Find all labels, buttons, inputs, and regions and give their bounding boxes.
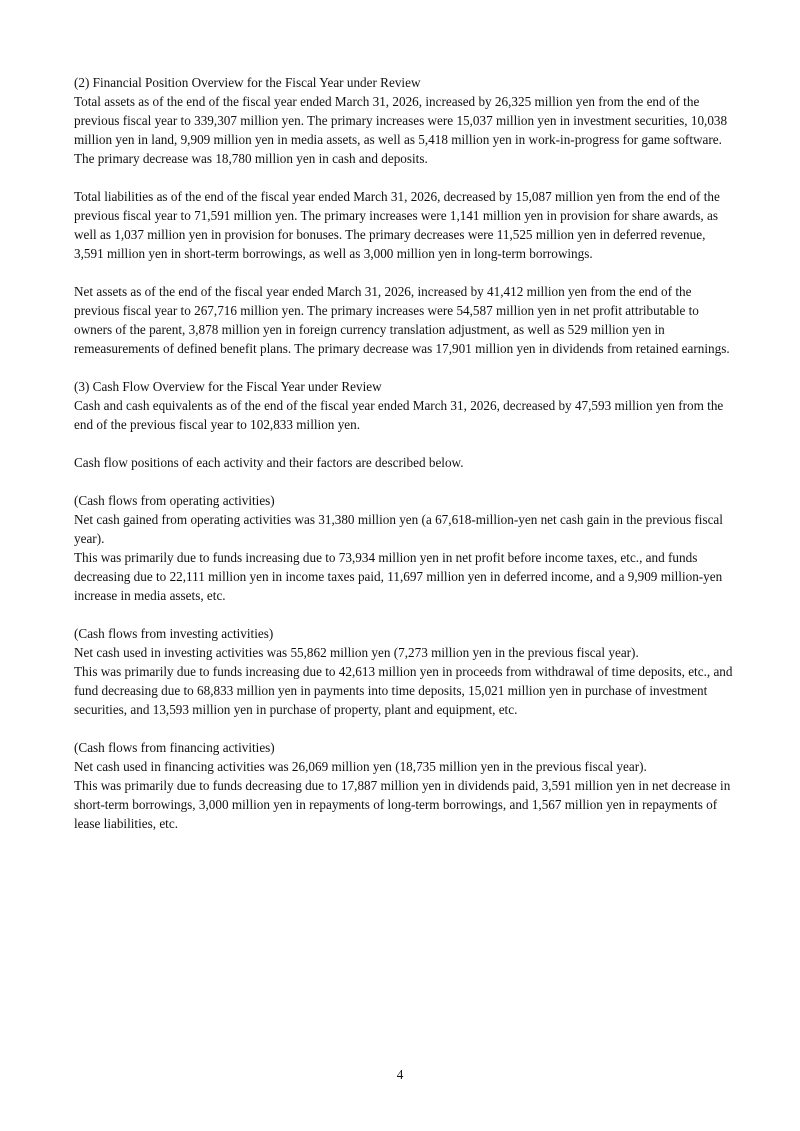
cash-flow-heading: (3) Cash Flow Overview for the Fiscal Year under Review bbox=[74, 379, 382, 394]
total-assets-paragraph: Total assets as of the end of the fiscal year ended March 31, 2026, increased by 26,325 million yen from the end of the previous fiscal year to 339,307 million yen. The primary increases were 15,037 million yen in investment securities, 10,038 million yen in land, 9,909 million yen in media assets, as well as 5,418 million yen in work-in-progress for game software. The primary decrease was 18,780 million yen in cash and deposits. bbox=[74, 94, 728, 166]
document-body bbox=[74, 73, 734, 833]
operating-activities-result: Net cash gained from operating activities was 31,380 million yen (a 67,618-million-yen net cash gain in the previous fiscal year). bbox=[74, 512, 723, 546]
cash-flow-section bbox=[74, 377, 734, 833]
financial-position-section bbox=[74, 73, 734, 358]
total-liabilities-paragraph: Total liabilities as of the end of the fiscal year ended March 31, 2026, decreased by 15,087 million yen from the end of the previous fiscal year to 71,591 million yen. The primary increases were 1,141 million yen in provision for share awards, as well as 1,037 million yen in provision for bonuses. The primary decreases were 11,525 million yen in deferred revenue, 3,591 million yen in short-term borrowings, as well as 3,000 million yen in long-term borrowings. bbox=[74, 189, 720, 261]
financing-activities-detail: This was primarily due to funds decreasing due to 17,887 million yen in dividends paid, 3,591 million yen in net decrease in short-term borrowings, 3,000 million yen in repayments of long-term borrowings, and 1,567 million yen in repayments of lease liabilities, etc. bbox=[74, 778, 731, 831]
net-assets-paragraph: Net assets as of the end of the fiscal year ended March 31, 2026, increased by 41,412 million yen from the end of the previous fiscal year to 267,716 million yen. The primary increases were 54,587 million yen in net profit attributable to owners of the parent, 3,878 million yen in foreign currency translation adjustment, as well as 529 million yen in remeasurements of defined benefit plans. The primary decrease was 17,901 million yen in dividends from retained earnings. bbox=[74, 284, 730, 356]
page-number: 4 bbox=[396, 1067, 404, 1082]
financing-activities-result: Net cash used in financing activities was 26,069 million yen (18,735 million yen in the previous fiscal year). bbox=[74, 759, 647, 774]
investing-activities-heading: (Cash flows from investing activities) bbox=[74, 626, 274, 641]
operating-activities-heading: (Cash flows from operating activities) bbox=[74, 493, 275, 508]
cash-flow-intro: Cash flow positions of each activity and their factors are described below. bbox=[74, 455, 464, 470]
financing-activities-heading: (Cash flows from financing activities) bbox=[74, 740, 275, 755]
financial-position-heading: (2) Financial Position Overview for the Fiscal Year under Review bbox=[74, 75, 421, 90]
investing-activities-detail: This was primarily due to funds increasing due to 42,613 million yen in proceeds from withdrawal of time deposits, etc., and fund decreasing due to 68,833 million yen in payments into time deposits, 15,021 million yen in purchase of investment securities, and 13,593 million yen in purchase of property, plant and equipment, etc. bbox=[74, 664, 733, 717]
operating-activities-detail: This was primarily due to funds increasing due to 73,934 million yen in net profit before income taxes, etc., and funds decreasing due to 22,111 million yen in income taxes paid, 11,697 million yen in deferred income, and a 9,909 million-yen increase in media assets, etc. bbox=[74, 550, 723, 603]
investing-activities-result: Net cash used in investing activities was 55,862 million yen (7,273 million yen in the previous fiscal year). bbox=[74, 645, 639, 660]
cash-equivalents-paragraph: Cash and cash equivalents as of the end of the fiscal year ended March 31, 2026, decreased by 47,593 million yen from the end of the previous fiscal year to 102,833 million yen. bbox=[74, 398, 724, 432]
